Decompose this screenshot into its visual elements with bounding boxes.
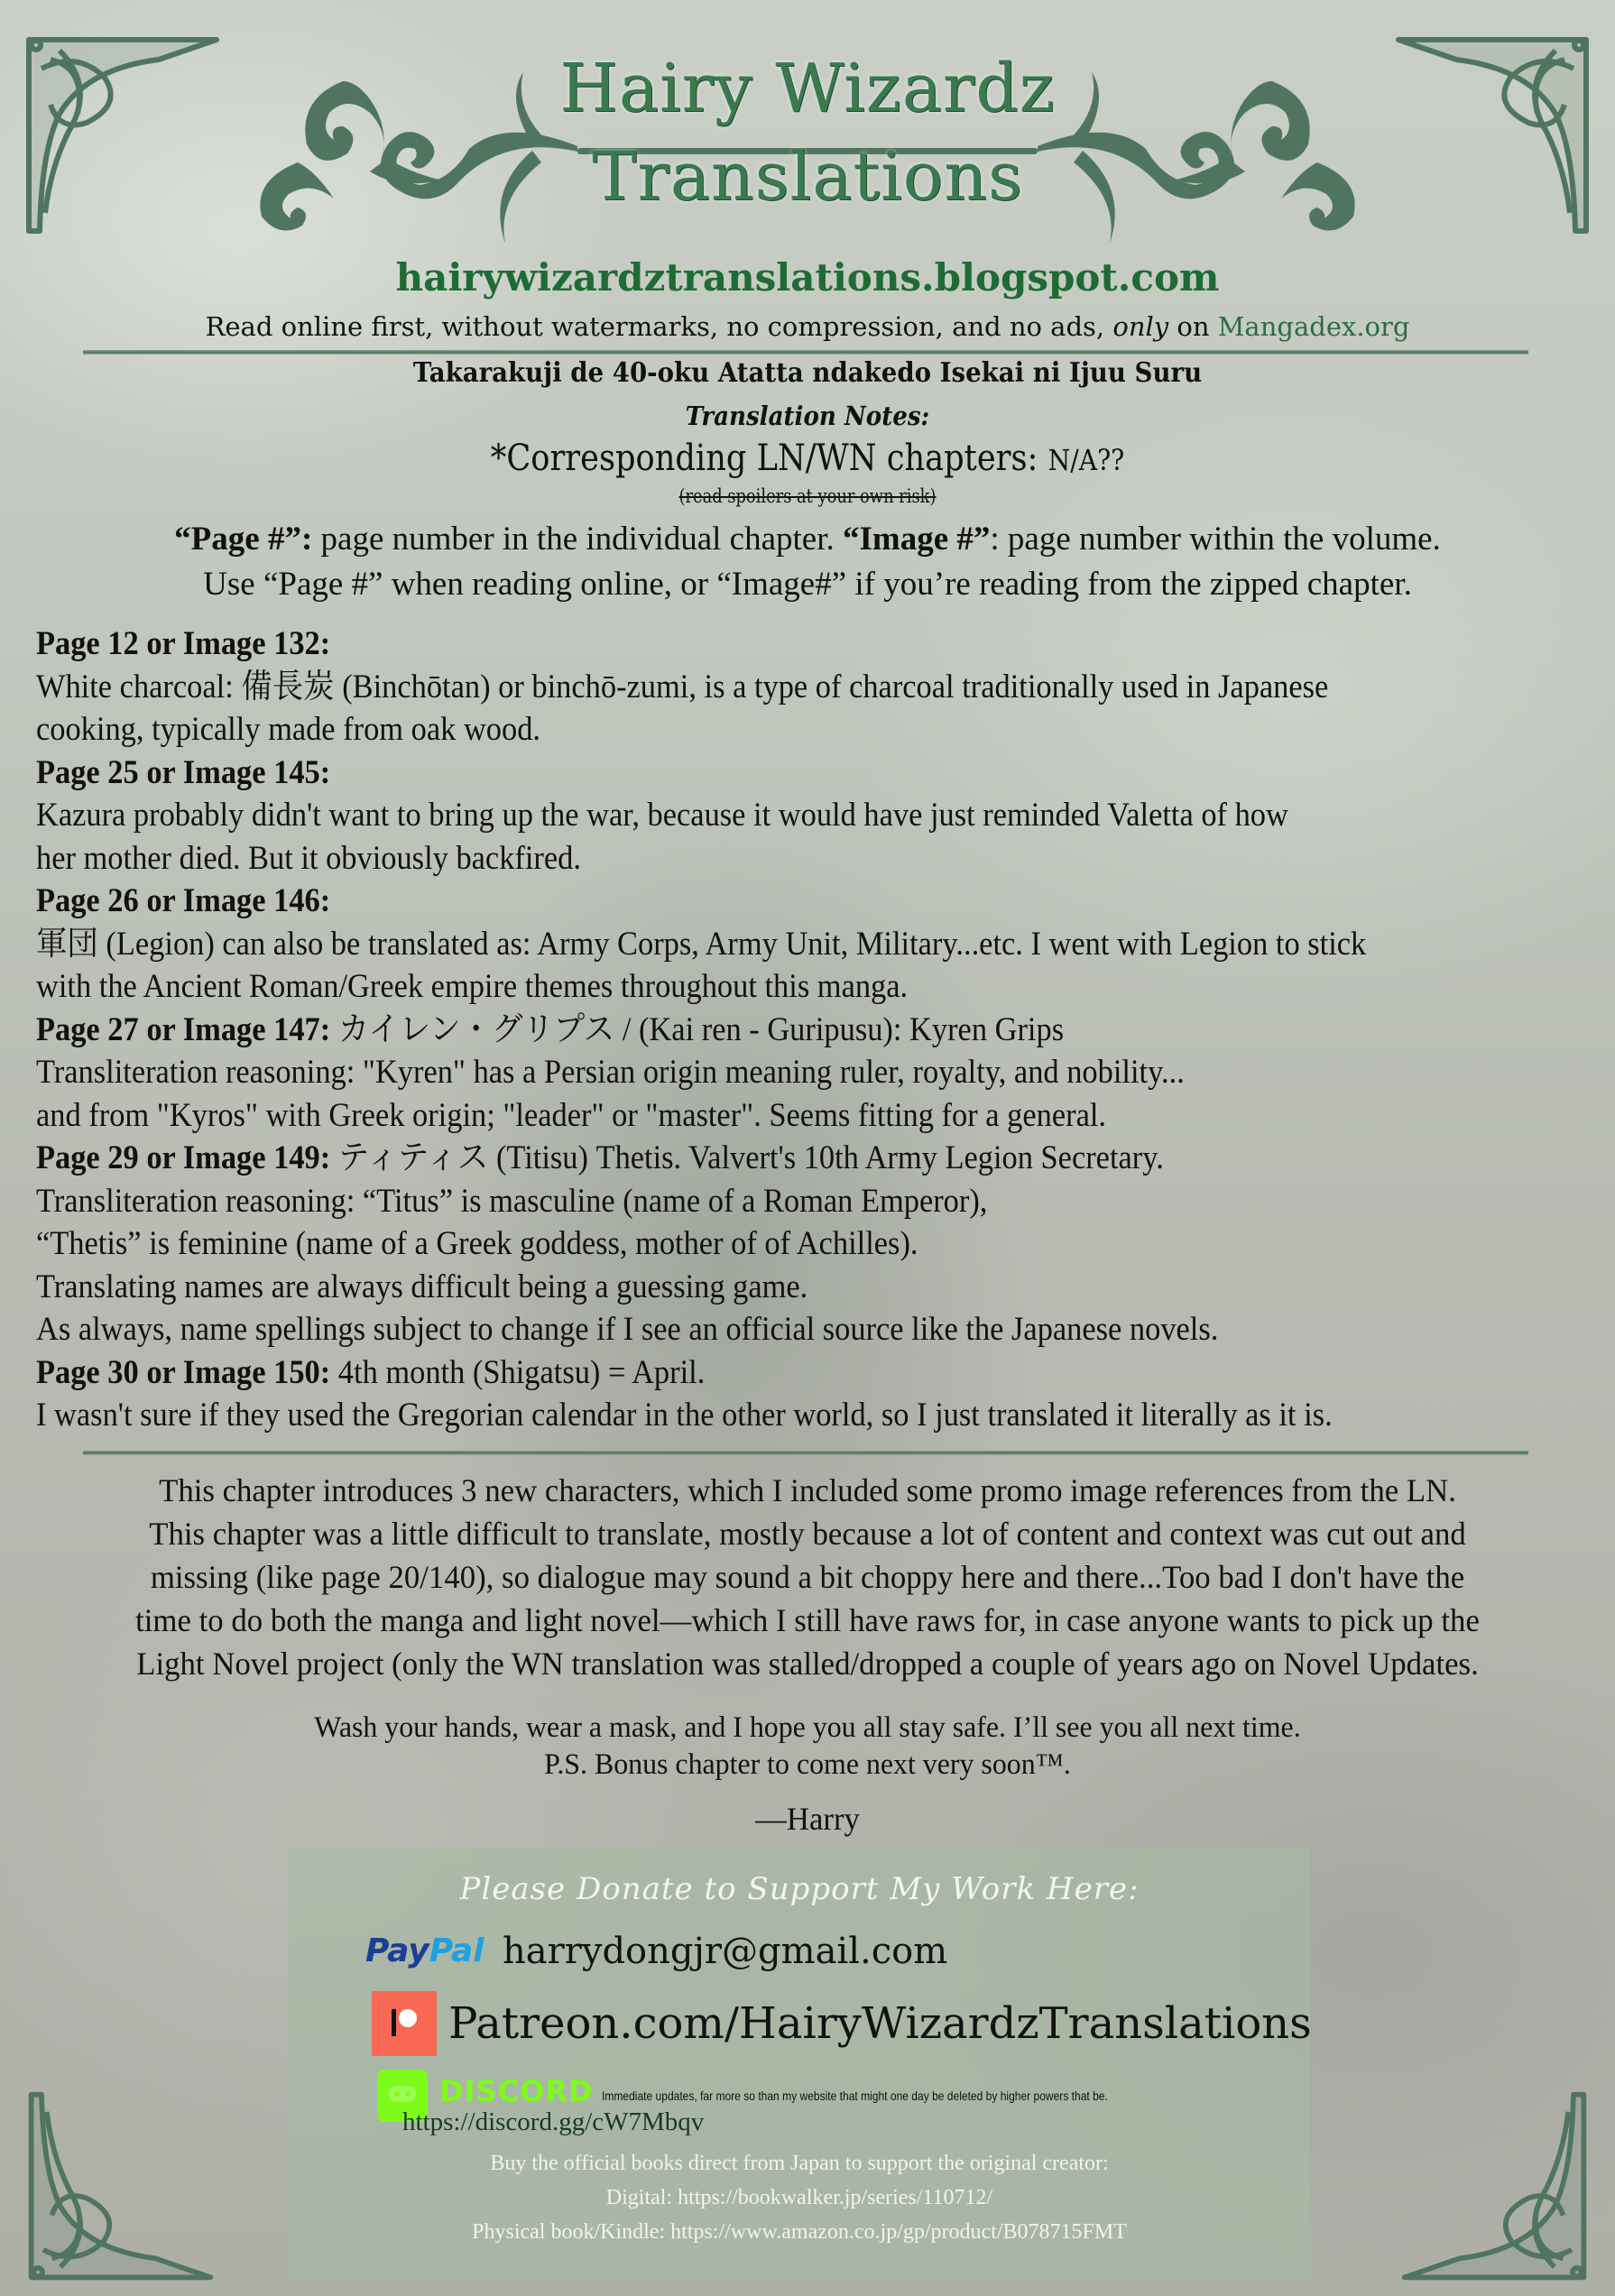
farewell-line: Wash your hands, wear a mask, and I hope you all stay safe. I’ll see you all next time. (314, 1711, 1301, 1744)
afterword-line: This chapter was a little difficult to translate, mostly because a lot of content and context was cut out and (149, 1516, 1466, 1552)
note-heading: Page 29 or Image 149: (36, 1139, 331, 1176)
note-text-line: cooking, typically made from oak wood. (36, 711, 541, 748)
note-heading: Page 27 or Image 147: (36, 1010, 331, 1048)
paypal-row[interactable] (365, 1926, 947, 1977)
mangadex-link[interactable]: Mangadex.org (1217, 311, 1410, 342)
translation-notes-heading: Translation Notes: (685, 401, 930, 431)
note-heading-row (36, 1010, 1064, 1050)
paypal-logo-icon (365, 1932, 495, 1969)
brand-title-line-1: Hairy Wizardz (559, 50, 1056, 127)
brand-title-line-2: Translations (592, 138, 1023, 216)
discord-wordmark: DISCORD (439, 2074, 594, 2108)
digital-purchase-link[interactable]: Digital: https://bookwalker.jp/series/110712/ (605, 2186, 993, 2209)
paypal-email[interactable]: harrydongjr@gmail.com (503, 1931, 948, 1972)
note-heading: Page 26 or Image 146: (36, 882, 331, 919)
ps-line: P.S. Bonus chapter to come next very soon™. (544, 1748, 1071, 1781)
website-link[interactable]: hairywizardztranslations.blogspot.com (395, 255, 1220, 300)
paypal-logo-pay: Pay (365, 1932, 429, 1969)
read-online-only: only (1112, 311, 1169, 342)
note-inline-text: カイレン・グリプス / (Kai ren - Guripusu): Kyren Grips (330, 1010, 1065, 1048)
discord-link[interactable]: https://discord.gg/cW7Mbqv (402, 2107, 705, 2136)
usage-instructions: Use “Page #” when reading online, or “Image#” if you’re reading from the zipped chapter. (203, 566, 1412, 603)
page-label: “Page #”: (174, 521, 313, 558)
note-text-line: her mother died. But it obviously backfired. (36, 839, 581, 877)
afterword-line: This chapter introduces 3 new characters, which I included some promo image references from the LN. (159, 1472, 1456, 1508)
note-inline-text: 4th month (Shigatsu) = April. (330, 1353, 706, 1391)
note-inline-text: ティティス (Titisu) Thetis. Valvert's 10th Army Legion Secretary. (330, 1139, 1164, 1176)
note-heading: Page 12 or Image 132: (36, 625, 331, 662)
discord-note: Immediate updates, far more so than my website that might one day be deleted by higher powers that be. (601, 2089, 1108, 2103)
note-heading-row (36, 1353, 705, 1393)
note-text-line: As always, name spellings subject to change if I see an official source like the Japanese novels. (36, 1311, 1219, 1348)
note-heading-row (36, 624, 330, 664)
paypal-logo-pal: Pal (429, 1932, 484, 1969)
page-description: page number in the individual chapter. (312, 521, 843, 558)
series-title: Takarakuji de 40-oku Atatta ndakedo Isekai ni Ijuu Suru (412, 357, 1203, 389)
image-description: : page number within the volume. (990, 521, 1441, 558)
read-online-text: Read online first, without watermarks, no compression, and no ads, (205, 311, 1113, 342)
spoiler-warning: (read spoilers at your own risk) (678, 485, 937, 507)
note-text-line: Transliteration reasoning: "Kyren" has a Persian origin meaning ruler, royalty, and nobility... (36, 1054, 1185, 1091)
donation-panel (289, 1848, 1310, 2278)
note-text-line: I wasn't sure if they used the Gregorian calendar in the other world, so I just translated it literally as it is. (36, 1397, 1333, 1434)
note-text-line: 軍団 (Legion) can also be translated as: Army Corps, Army Unit, Military...etc. I went with Legion to stick (36, 925, 1367, 963)
physical-purchase-link[interactable]: Physical book/Kindle: https://www.amazon.co.jp/gp/product/B078715FMT (472, 2220, 1127, 2244)
note-text-line: with the Ancient Roman/Greek empire themes throughout this manga. (36, 968, 909, 1005)
note-text-line: White charcoal: 備長炭 (Binchōtan) or binchō-zumi, is a type of charcoal traditionally used in Japanese (36, 668, 1329, 705)
corresponding-label: *Corresponding LN/WN chapters: (490, 438, 1048, 479)
note-text-line: Transliteration reasoning: “Titus” is masculine (name of a Roman Emperor), (36, 1182, 988, 1220)
note-heading-row (36, 753, 330, 793)
patreon-row[interactable] (372, 1991, 1312, 2056)
note-text-line: “Thetis” is feminine (name of a Greek goddess, mother of of Achilles). (36, 1225, 918, 1262)
note-heading: Page 25 or Image 145: (36, 753, 331, 791)
note-heading-row (36, 881, 330, 921)
patreon-logo-icon (372, 1991, 437, 2056)
buy-official-line: Buy the official books direct from Japan to support the original creator: (490, 2152, 1109, 2175)
read-online-notice (0, 309, 1615, 345)
image-label: “Image #” (843, 521, 991, 558)
donate-heading: Please Donate to Support My Work Here: (459, 1871, 1140, 1907)
note-text-line: Kazura probably didn't want to bring up the war, because it would have just reminded Valetta of how (36, 797, 1288, 834)
corresponding-chapters (97, 435, 1518, 484)
note-heading-row (36, 1139, 1164, 1178)
patreon-link[interactable]: Patreon.com/HairyWizardzTranslations (448, 1998, 1312, 2049)
afterword-line: time to do both the manga and light novel—which I still have raws for, in case anyone wants to pick up the (135, 1602, 1480, 1638)
corner-ornament-bottom-left-icon (22, 2089, 220, 2284)
afterword-line: Light Novel project (only the WN translation was stalled/dropped a couple of years ago on Novel Updates. (136, 1646, 1479, 1682)
note-text-line: and from "Kyros" with Greek origin; "leader" or "master". Seems fitting for a general. (36, 1096, 1107, 1134)
corner-ornament-bottom-right-icon (1395, 2089, 1593, 2284)
note-heading: Page 30 or Image 150: (36, 1353, 331, 1391)
signature: —Harry (755, 1801, 860, 1837)
read-online-on: on (1168, 311, 1218, 342)
corresponding-value: N/A?? (1047, 443, 1125, 477)
note-text-line: Translating names are always difficult being a guessing game. (36, 1268, 808, 1305)
header-divider (83, 350, 1528, 355)
afterword-line: missing (like page 20/140), so dialogue may sound a bit choppy here and there...Too bad I don't have the (150, 1559, 1465, 1595)
notes-divider (83, 1451, 1528, 1455)
page-image-explanation (0, 518, 1615, 561)
